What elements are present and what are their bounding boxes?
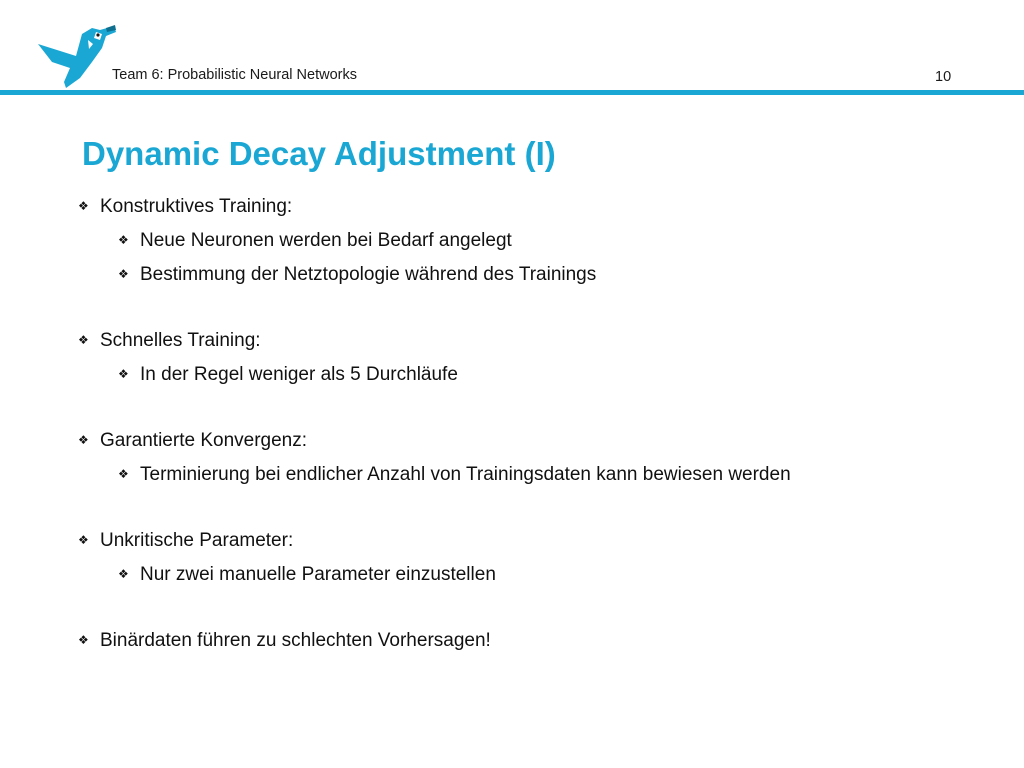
bullet-item-level1 <box>78 196 1008 219</box>
bullet-text: Garantierte Konvergenz: <box>100 430 308 451</box>
bullet-text: Neue Neuronen werden bei Bedarf angelegt <box>140 230 512 251</box>
bullet-item-level2 <box>78 564 1008 587</box>
diamond-bullet-icon: ❖ <box>118 267 129 281</box>
bullet-text: Konstruktives Training: <box>100 196 293 217</box>
diamond-bullet-icon: ❖ <box>78 199 89 213</box>
bullet-item-level2 <box>78 230 1008 253</box>
bullet-item-level1 <box>78 330 1008 353</box>
bullet-text: Unkritische Parameter: <box>100 530 294 551</box>
diamond-bullet-icon: ❖ <box>118 367 129 381</box>
bullet-text: Bestimmung der Netztopologie während des Trainings <box>140 264 597 285</box>
bullet-item-level1 <box>78 430 1008 453</box>
bullet-text: In der Regel weniger als 5 Durchläufe <box>140 364 458 385</box>
diamond-bullet-icon: ❖ <box>78 633 89 647</box>
bullet-text: Nur zwei manuelle Parameter einzustellen <box>140 564 496 585</box>
diamond-bullet-icon: ❖ <box>78 433 89 447</box>
slide-title: Dynamic Decay Adjustment (I) <box>82 135 556 172</box>
diamond-bullet-icon: ❖ <box>78 333 89 347</box>
bullet-item-level1 <box>78 630 1008 653</box>
diamond-bullet-icon: ❖ <box>118 233 129 247</box>
diamond-bullet-icon: ❖ <box>118 567 129 581</box>
bullet-text: Terminierung bei endlicher Anzahl von Trainingsdaten kann bewiesen werden <box>140 464 791 485</box>
header-title: Team 6: Probabilistic Neural Networks <box>112 67 357 83</box>
bullet-text: Binärdaten führen zu schlechten Vorhersagen! <box>100 630 491 651</box>
header-divider <box>0 90 1024 95</box>
bullet-item-level2 <box>78 264 1008 287</box>
penguin-logo-icon <box>36 22 120 90</box>
diamond-bullet-icon: ❖ <box>118 467 129 481</box>
page-number: 10 <box>935 69 952 85</box>
bullet-item-level2 <box>78 364 1008 387</box>
bullet-item-level2 <box>78 464 1008 487</box>
bullet-list <box>78 196 1008 653</box>
bullet-item-level1 <box>78 530 1008 553</box>
diamond-bullet-icon: ❖ <box>78 533 89 547</box>
bullet-text: Schnelles Training: <box>100 330 261 351</box>
